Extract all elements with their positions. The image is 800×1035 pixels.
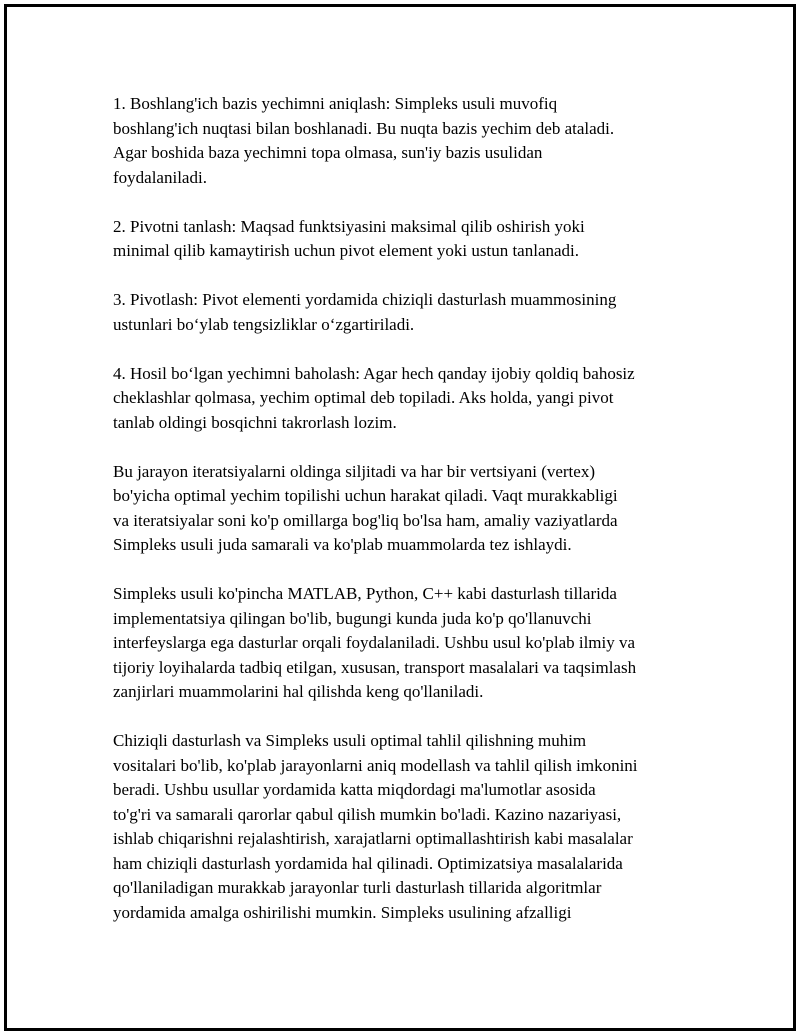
text-line: bo'yicha optimal yechim topilishi uchun harakat qiladi. Vaqt murakkabligi (113, 486, 618, 505)
text-line: Simpleks usuli juda samarali va ko'plab muammolarda tez ishlaydi. (113, 535, 572, 554)
text-line: ham chiziqli dasturlash yordamida hal qilinadi. Optimizatsiya masalalarida (113, 853, 623, 873)
text-line: tanlab oldingi bosqichni takrorlash lozim. (113, 412, 397, 432)
paragraph-step-4 (113, 362, 693, 436)
text-line: ishlab chiqarishni rejalashtirish, xarajatlarni optimallashtirish kabi masalalar (113, 829, 633, 848)
text-line: foydalaniladi. (113, 167, 207, 187)
text-line: 1. Boshlang'ich bazis yechimni aniqlash: Simpleks usuli muvofiq (113, 94, 558, 113)
text-line: qo'llaniladigan murakkab jarayonlar turli dasturlash tillarida algoritmlar (113, 878, 602, 897)
text-line: Simpleks usuli ko'pincha MATLAB, Python, C++ kabi dasturlash tillarida (113, 584, 617, 603)
text-line: beradi. Ushbu usullar yordamida katta miqdordagi ma'lumotlar asosida (113, 780, 596, 799)
text-line: 4. Hosil bo‘lgan yechimni baholash: Agar hech qanday ijobiy qoldiq bahosiz (113, 363, 635, 383)
text-line: implementatsiya qilingan bo'lib, bugungi kunda juda ko'p qo'llanuvchi (113, 608, 592, 628)
paragraph-step-3 (113, 288, 693, 337)
text-line: Chiziqli dasturlash va Simpleks usuli optimal tahlil qilishning muhim (113, 731, 587, 750)
text-line: va iteratsiyalar soni ko'p omillarga bog'liq bo'lsa ham, amaliy vaziyatlarda (113, 510, 618, 530)
text-line: to'g'ri va samarali qarorlar qabul qilish mumkin bo'ladi. Kazino nazariyasi, (113, 804, 622, 824)
text-line: zanjirlari muammolarini hal qilishda keng qo'llaniladi. (113, 682, 484, 701)
paragraph-step-1 (113, 92, 693, 190)
text-line: cheklashlar qolmasa, yechim optimal deb topiladi. Aks holda, yangi pivot (113, 388, 614, 407)
paragraph-implementation (113, 582, 693, 705)
text-line: tijoriy loyihalarda tadbiq etilgan, xususan, transport masalalari va taqsimlash (113, 657, 637, 677)
text-line: interfeyslarga ega dasturlar orqali foydalaniladi. Ushbu usul ko'plab ilmiy va (113, 633, 636, 652)
text-line: boshlang'ich nuqtasi bilan boshlanadi. Bu nuqta bazis yechim deb ataladi. (113, 118, 615, 138)
text-line: ustunlari bo‘ylab tengsizliklar o‘zgartiriladi. (113, 314, 415, 334)
text-line: 3. Pivotlash: Pivot elementi yordamida chiziqli dasturlash muammosining (113, 290, 617, 309)
text-line: yordamida amalga oshirilishi mumkin. Simpleks usulining afzalligi (113, 902, 572, 922)
text-line: Agar boshida baza yechimni topa olmasa, sun'iy bazis usulidan (113, 143, 543, 162)
paragraph-conclusion (113, 729, 693, 925)
text-line: vositalari bo'lib, ko'plab jarayonlarni aniq modellash va tahlil qilish imkonini (113, 755, 638, 775)
text-line: 2. Pivotni tanlash: Maqsad funktsiyasini maksimal qilib oshirish yoki (113, 216, 585, 236)
paragraph-iterations (113, 460, 693, 558)
text-line: Bu jarayon iteratsiyalarni oldinga siljitadi va har bir vertsiyani (vertex) (113, 461, 595, 481)
paragraph-step-2 (113, 215, 693, 264)
document-body (113, 92, 693, 950)
text-line: minimal qilib kamaytirish uchun pivot element yoki ustun tanlanadi. (113, 241, 580, 260)
